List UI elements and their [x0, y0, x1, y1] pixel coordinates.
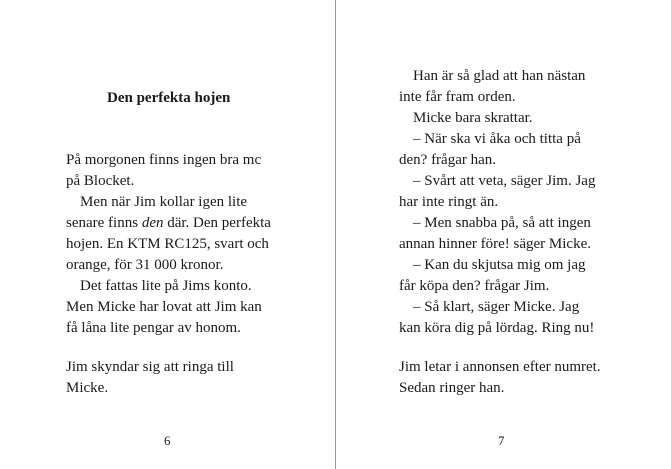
text-line: få låna lite pengar av honom. — [66, 320, 241, 336]
text-line — [66, 213, 271, 233]
text-line: Men Micke har lovat att Jim kan — [66, 299, 262, 315]
text-line: – Svårt att veta, säger Jim. Jag — [413, 173, 596, 189]
text-segment: där. Den perfekta — [163, 215, 271, 231]
text-line: – Så klart, säger Micke. Jag — [413, 299, 580, 315]
page-number-right: 7 — [498, 433, 505, 448]
text-line: inte får fram orden. — [399, 89, 516, 105]
text-line: Jim letar i annonsen efter numret. — [399, 359, 601, 375]
page-number-left: 6 — [164, 433, 171, 448]
text-line: kan köra dig på lördag. Ring nu! — [399, 320, 595, 336]
text-line: annan hinner före! säger Micke. — [399, 236, 591, 252]
text-line: Han är så glad att han nästan — [413, 68, 586, 84]
text-line: hojen. En KTM RC125, svart och — [66, 236, 269, 252]
text-line: Jim skyndar sig att ringa till — [66, 359, 234, 375]
text-line: – Kan du skjutsa mig om jag — [413, 257, 586, 273]
text-line: Sedan ringer han. — [399, 380, 505, 396]
text-line: den? frågar han. — [399, 152, 497, 168]
text-line: Det fattas lite på Jims konto. — [80, 278, 252, 294]
text-line: Micke. — [66, 380, 109, 396]
text-line: – När ska vi åka och titta på — [413, 131, 581, 147]
left-page — [0, 0, 335, 469]
text-line: har inte ringt än. — [399, 194, 499, 210]
text-line: orange, för 31 000 kronor. — [66, 257, 224, 273]
text-segment: senare finns — [66, 215, 142, 231]
chapter-title: Den perfekta hojen — [107, 90, 231, 106]
text-line: Men när Jim kollar igen lite — [80, 194, 248, 210]
right-page — [336, 0, 671, 469]
text-line: På morgonen finns ingen bra mc — [66, 152, 262, 168]
text-line: Micke bara skrattar. — [413, 110, 533, 126]
text-line: får köpa den? frågar Jim. — [399, 278, 550, 294]
emphasized-word: den — [141, 215, 164, 231]
text-line: – Men snabba på, så att ingen — [413, 215, 591, 231]
text-line: på Blocket. — [66, 173, 135, 189]
